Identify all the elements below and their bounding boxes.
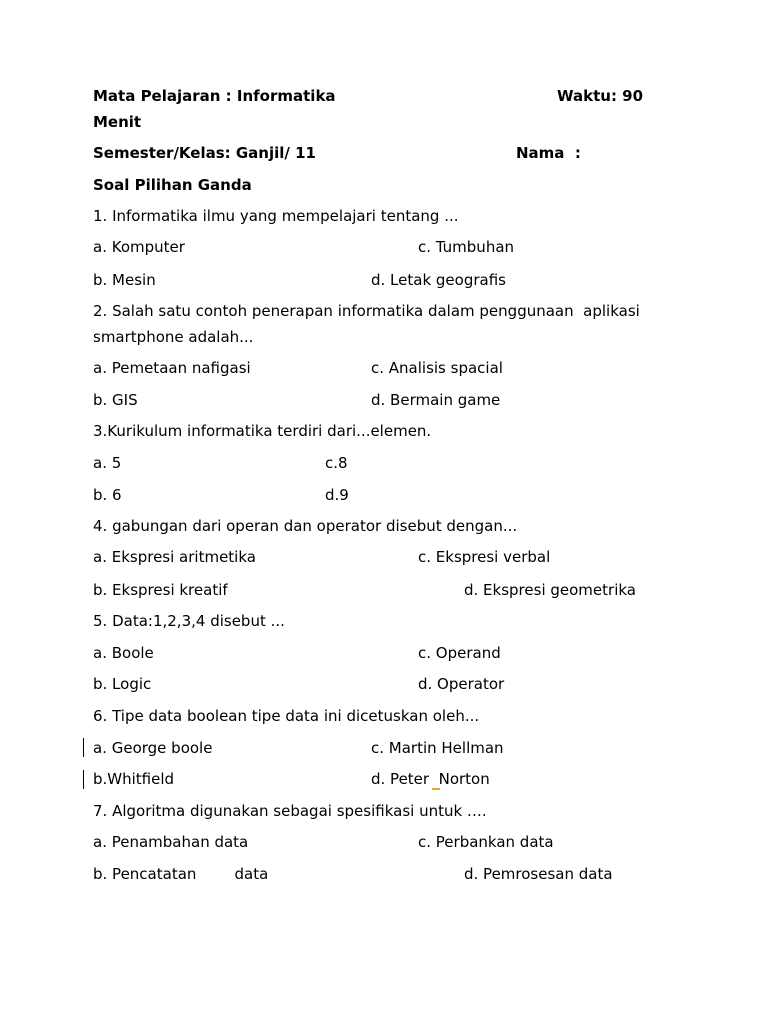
q1-option-c: c. Tumbuhan: [418, 238, 515, 256]
name-label: Nama :: [516, 144, 581, 162]
margin-bar: [83, 738, 84, 757]
question-6: 6. Tipe data boolean tipe data ini dicetuskan oleh...: [93, 707, 480, 725]
q3-option-a: a. 5: [93, 454, 122, 472]
q7-option-c: c. Perbankan data: [418, 833, 554, 851]
q3-option-c: c.8: [325, 454, 348, 472]
q2-option-c: c. Analisis spacial: [371, 359, 503, 377]
margin-bar: [83, 770, 84, 789]
question-2: 2. Salah satu contoh penerapan informatika dalam penggunaan aplikasi: [93, 302, 640, 320]
question-7: 7. Algoritma digunakan sebagai spesifikasi untuk ….: [93, 802, 487, 820]
semester-label: Semester/Kelas: Ganjil/ 11: [93, 144, 316, 162]
q1-option-b: b. Mesin: [93, 271, 156, 289]
q5-option-c: c. Operand: [418, 644, 501, 662]
subject-label: Mata Pelajaran : Informatika: [93, 87, 336, 105]
q6-option-b: b.Whitfield: [93, 770, 175, 788]
q2-option-d: d. Bermain game: [371, 391, 501, 409]
question-2-cont: smartphone adalah...: [93, 328, 254, 346]
q4-option-d: d. Ekspresi geometrika: [464, 581, 636, 599]
q3-option-d: d.9: [325, 486, 349, 504]
q4-option-b: b. Ekspresi kreatif: [93, 581, 228, 599]
q6-option-d: d. Peter Norton: [371, 770, 490, 788]
q4-option-a: a. Ekspresi aritmetika: [93, 548, 256, 566]
time-unit: Menit: [93, 113, 142, 131]
question-4: 4. gabungan dari operan dan operator disebut dengan...: [93, 517, 518, 535]
q6-option-c: c. Martin Hellman: [371, 739, 504, 757]
time-label: Waktu: 90: [557, 87, 644, 105]
q2-option-b: b. GIS: [93, 391, 138, 409]
q2-option-a: a. Pemetaan nafigasi: [93, 359, 251, 377]
question-1: 1. Informatika ilmu yang mempelajari tentang ...: [93, 207, 459, 225]
q4-option-c: c. Ekspresi verbal: [418, 548, 551, 566]
q5-option-a: a. Boole: [93, 644, 154, 662]
q1-option-d: d. Letak geografis: [371, 271, 506, 289]
q7-option-d: d. Pemrosesan data: [464, 865, 613, 883]
q7-option-a: a. Penambahan data: [93, 833, 249, 851]
question-5: 5. Data:1,2,3,4 disebut ...: [93, 612, 285, 630]
q5-option-d: d. Operator: [418, 675, 505, 693]
q7-option-b: b. Pencatatan data: [93, 865, 269, 883]
q5-option-b: b. Logic: [93, 675, 152, 693]
section-title: Soal Pilihan Ganda: [93, 176, 252, 194]
q6-option-a: a. George boole: [93, 739, 213, 757]
q3-option-b: b. 6: [93, 486, 122, 504]
spelling-underline: [432, 788, 440, 790]
question-3: 3.Kurikulum informatika terdiri dari...elemen.: [93, 422, 432, 440]
q1-option-a: a. Komputer: [93, 238, 185, 256]
